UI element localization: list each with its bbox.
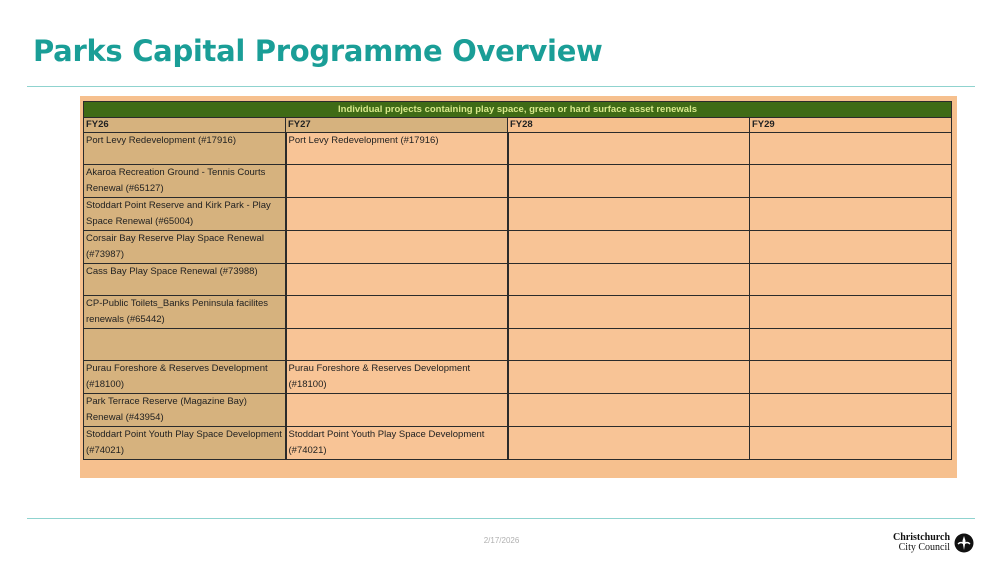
table-cell: Park Terrace Reserve (Magazine Bay) Renewal (#43954) — [84, 394, 286, 427]
table-cell — [750, 329, 952, 361]
table-cell — [750, 361, 952, 394]
table-row — [84, 133, 952, 165]
column-header-fy26: FY26 — [84, 118, 286, 133]
table-cell — [286, 264, 508, 296]
table-cell — [286, 329, 508, 361]
table-cell: Stoddart Point Youth Play Space Development (#74021) — [84, 427, 286, 460]
table-row — [84, 296, 952, 329]
table-cell — [286, 296, 508, 329]
table-row — [84, 427, 952, 460]
table-cell — [508, 427, 750, 460]
table-cell: Port Levy Redevelopment (#17916) — [286, 133, 508, 165]
footer-date: 2/17/2026 — [483, 536, 520, 545]
table-cell: Akaroa Recreation Ground - Tennis Courts Renewal (#65127) — [84, 165, 286, 198]
table-cell — [750, 133, 952, 165]
table-row — [84, 264, 952, 296]
table-cell — [286, 231, 508, 264]
table-banner: Individual projects containing play space, green or hard surface asset renewals — [84, 102, 952, 118]
table-cell — [508, 231, 750, 264]
table-cell — [750, 231, 952, 264]
table-cell — [508, 198, 750, 231]
table-cell: CP-Public Toilets_Banks Peninsula facilites renewals (#65442) — [84, 296, 286, 329]
table-cell — [750, 296, 952, 329]
table-cell — [750, 394, 952, 427]
table-cell — [508, 329, 750, 361]
table-cell: Stoddart Point Reserve and Kirk Park - Play Space Renewal (#65004) — [84, 198, 286, 231]
column-header-fy28: FY28 — [508, 118, 750, 133]
table-cell — [286, 165, 508, 198]
table-cell — [750, 165, 952, 198]
logo-line-1: Christchurch — [893, 532, 951, 543]
table-cell — [84, 329, 286, 361]
table-cell: Port Levy Redevelopment (#17916) — [84, 133, 286, 165]
table-row — [84, 361, 952, 394]
table-row — [84, 198, 952, 231]
table-cell: Purau Foreshore & Reserves Development (#18100) — [84, 361, 286, 394]
table-cell: Stoddart Point Youth Play Space Development (#74021) — [286, 427, 508, 460]
table-row — [84, 231, 952, 264]
ccc-logo-icon — [954, 533, 974, 553]
table-row — [84, 165, 952, 198]
table-row — [84, 329, 952, 361]
column-header-fy27: FY27 — [286, 118, 508, 133]
table-cell — [508, 296, 750, 329]
slide-title: Parks Capital Programme Overview — [33, 34, 603, 68]
table-frame — [80, 96, 957, 478]
table-row — [84, 394, 952, 427]
table-cell — [508, 264, 750, 296]
footer-divider — [27, 518, 975, 519]
table-cell — [508, 394, 750, 427]
table-cell — [508, 165, 750, 198]
table-cell — [286, 394, 508, 427]
logo-line-2: City Council — [898, 542, 951, 553]
table-cell — [750, 264, 952, 296]
table-cell: Purau Foreshore & Reserves Development (#18100) — [286, 361, 508, 394]
table-cell: Cass Bay Play Space Renewal (#73988) — [84, 264, 286, 296]
christchurch-city-council-logo — [893, 533, 974, 553]
table-cell — [508, 133, 750, 165]
table-cell — [750, 198, 952, 231]
table-cell — [508, 361, 750, 394]
table-cell — [286, 198, 508, 231]
logo-text — [893, 533, 950, 553]
column-header-fy29: FY29 — [750, 118, 952, 133]
table-cell — [750, 427, 952, 460]
table-cell: Corsair Bay Reserve Play Space Renewal (#73987) — [84, 231, 286, 264]
projects-table — [83, 101, 952, 460]
header-divider — [27, 86, 975, 87]
